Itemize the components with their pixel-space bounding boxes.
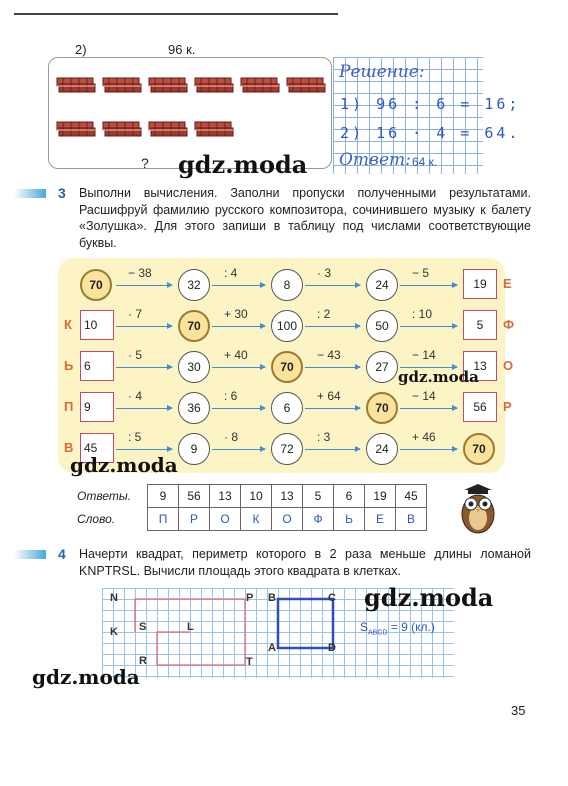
operation-label: − 14 (412, 389, 436, 403)
answer-table (77, 484, 427, 531)
task3-number: 3 (58, 185, 66, 201)
answer-cell: 6 (334, 485, 365, 508)
operation-label: : 4 (224, 266, 238, 280)
arrow (305, 285, 360, 286)
answer-cell: 9 (148, 485, 179, 508)
chain-start: 10 (80, 310, 114, 340)
chain-left-letter: К (64, 317, 72, 332)
operation-label: · 8 (224, 430, 239, 444)
task4-ribbon (14, 550, 46, 559)
arrow (305, 408, 360, 409)
chain-value: 24 (366, 433, 398, 465)
answer-cell: 13 (210, 485, 241, 508)
chain-start: 70 (80, 269, 112, 301)
arrow (116, 408, 172, 409)
task3-ribbon (14, 189, 46, 198)
arrow (116, 449, 172, 450)
chain-value: 32 (178, 269, 210, 301)
operation-label: · 7 (128, 307, 143, 321)
chain-value: 27 (366, 351, 398, 383)
solution-step-1: 1) 96 : 6 = 16; (340, 95, 521, 113)
area-result (360, 620, 435, 636)
arrow (212, 285, 265, 286)
watermark: gdz.moda (70, 453, 178, 477)
area-label: S (360, 620, 369, 634)
chain-end: 13 (463, 351, 497, 381)
answers-row-label: Ответы. (77, 489, 132, 503)
word-cell: К (241, 508, 272, 531)
chain-value: 70 (178, 310, 210, 342)
task2-total: 96 к. (168, 42, 196, 57)
chain-end: 19 (463, 269, 497, 299)
answer-cell: 45 (396, 485, 427, 508)
chain-start: 9 (80, 392, 114, 422)
answer-label: Ответ: (339, 150, 411, 170)
operation-label: − 14 (412, 348, 436, 362)
watermark: gdz.moda (398, 368, 479, 386)
solution-label: Решение: (339, 62, 425, 82)
chain-letter: Р (503, 399, 512, 414)
task2-number: 2) (75, 42, 87, 57)
operation-label: : 5 (128, 430, 142, 444)
arrow (400, 449, 457, 450)
chain-left-letter: Ь (64, 358, 74, 373)
chain-value: 30 (178, 351, 210, 383)
arrow (116, 285, 172, 286)
word-cell: В (396, 508, 427, 531)
watermark: gdz.moda (32, 665, 140, 689)
operation-label: · 4 (128, 389, 143, 403)
area-subscript: ABCD (368, 629, 388, 637)
arrow (116, 326, 172, 327)
point-p: P (246, 592, 254, 604)
chain-start: 6 (80, 351, 114, 381)
task4-text: Начерти квадрат, периметр которого в 2 раза меньше длины ломаной KNPTRSL. Вычисли площадь этого квадрата в клетках. (79, 547, 531, 578)
operation-label: : 3 (317, 430, 331, 444)
point-b: B (268, 592, 276, 604)
arrow (305, 449, 360, 450)
chain-end: 5 (463, 310, 497, 340)
word-cell: О (272, 508, 303, 531)
operation-label: + 40 (224, 348, 248, 362)
point-n: N (110, 592, 118, 604)
area-value: = 9 (кл.) (387, 620, 435, 634)
chain-value: 24 (366, 269, 398, 301)
arrow (212, 449, 265, 450)
chain-letter: Е (503, 276, 512, 291)
point-a: A (268, 642, 276, 654)
chain-left-letter: В (64, 440, 74, 455)
arrow (116, 367, 172, 368)
word-cell: О (210, 508, 241, 531)
task3-text: Выполни вычисления. Заполни пропуски полученными результатами. Расшифруй фамилию русского композитора, сочинившего музыку к балету «Золушка». Для этого запиши в таблицу под числами соответствующие буквы. (79, 186, 531, 250)
point-r: R (139, 655, 147, 667)
operation-label: + 64 (317, 389, 341, 403)
chain-start: 45 (80, 433, 114, 463)
operation-label: : 6 (224, 389, 238, 403)
chain-letter: О (503, 358, 514, 373)
answer-value: 64 к. (412, 155, 438, 169)
answer-cell: 19 (365, 485, 396, 508)
answer-cell: 5 (303, 485, 334, 508)
operation-label: : 10 (412, 307, 433, 321)
chain-value: 9 (178, 433, 210, 465)
chain-value: 72 (271, 433, 303, 465)
point-k: K (110, 626, 118, 638)
arrow (400, 326, 457, 327)
point-l: L (187, 621, 194, 633)
point-t: T (246, 656, 253, 668)
chain-end: 56 (463, 392, 497, 422)
chain-value: 70 (366, 392, 398, 424)
chain-value: 36 (178, 392, 210, 424)
chain-value: 100 (271, 310, 303, 342)
watermark: gdz.moda (364, 583, 494, 612)
page-number: 35 (511, 703, 526, 718)
question-mark: ? (141, 155, 149, 171)
owl-icon (452, 478, 504, 536)
chain-value: 8 (271, 269, 303, 301)
watermark: gdz.moda (178, 150, 308, 179)
operation-label: − 38 (128, 266, 152, 280)
arrow (212, 326, 265, 327)
top-rule (14, 13, 338, 15)
chain-value: 70 (271, 351, 303, 383)
operation-label: · 3 (317, 266, 332, 280)
task4-number: 4 (58, 546, 66, 562)
arrow (305, 367, 360, 368)
chain-value: 50 (366, 310, 398, 342)
answer-cell: 10 (241, 485, 272, 508)
chain-value: 6 (271, 392, 303, 424)
word-cell: П (148, 508, 179, 531)
word-cell: Е (365, 508, 396, 531)
chain-end: 70 (463, 433, 495, 465)
point-s: S (139, 621, 147, 633)
point-c: C (328, 592, 336, 604)
word-cell: Ф (303, 508, 334, 531)
point-d: D (328, 642, 336, 654)
arrow (212, 408, 265, 409)
arrow (400, 285, 457, 286)
operation-label: · 5 (128, 348, 143, 362)
arrow (212, 367, 265, 368)
arrow (305, 326, 360, 327)
operation-label: − 5 (412, 266, 430, 280)
answer-cell: 13 (272, 485, 303, 508)
answer-cell: 56 (179, 485, 210, 508)
arrow (400, 408, 457, 409)
operation-label: : 2 (317, 307, 331, 321)
word-cell: Ь (334, 508, 365, 531)
solution-step-2: 2) 16 · 4 = 64. (340, 124, 521, 142)
chain-left-letter: П (64, 399, 74, 414)
operation-label: − 43 (317, 348, 341, 362)
word-cell: Р (179, 508, 210, 531)
word-row-label: Слово. (77, 512, 116, 526)
operation-label: + 30 (224, 307, 248, 321)
chain-letter: Ф (503, 317, 515, 332)
operation-label: + 46 (412, 430, 436, 444)
